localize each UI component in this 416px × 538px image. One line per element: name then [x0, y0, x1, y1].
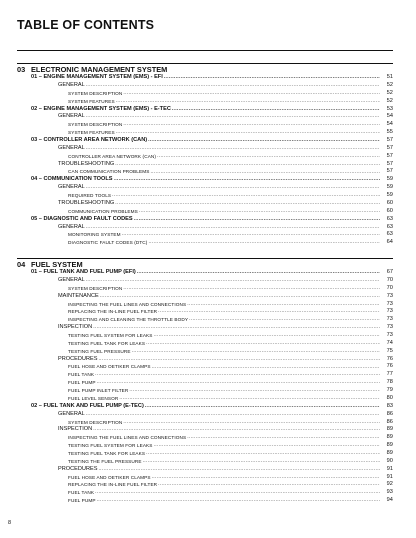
dot-leader	[115, 200, 380, 208]
toc-entry-label: INSPECTING THE FUEL LINES AND CONNECTIONS	[68, 435, 187, 441]
dot-leader	[116, 98, 380, 106]
toc-entry-page: 91	[386, 465, 393, 472]
toc-entry-page: 74	[386, 339, 393, 346]
dot-leader	[93, 324, 380, 332]
toc-entry-level-2[interactable]	[17, 200, 393, 208]
toc-entry-level-3[interactable]	[17, 239, 393, 247]
dot-leader	[86, 224, 380, 232]
toc-entry-level-2[interactable]	[17, 277, 393, 285]
toc-entry-label: SYSTEM DESCRIPTION	[68, 122, 123, 128]
page-number: 8	[8, 520, 12, 526]
toc-entry-level-3[interactable]	[17, 129, 393, 137]
toc-entry-label: INSPECTION	[58, 324, 93, 331]
section-heading[interactable]	[17, 65, 393, 74]
toc-entries	[17, 74, 393, 247]
section-title: ELECTRONIC MANAGEMENT SYSTEM	[31, 65, 168, 75]
toc-entry-page: 64	[386, 239, 393, 246]
dot-leader	[95, 489, 380, 497]
dot-leader	[132, 348, 380, 356]
toc-entry-label: FUEL TANK	[68, 490, 95, 496]
toc-entry-page: 73	[386, 292, 393, 299]
toc-entry-page: 67	[386, 269, 393, 276]
toc-entry-level-3[interactable]	[17, 497, 393, 505]
toc-entry-level-3[interactable]	[17, 285, 393, 293]
dot-leader	[187, 434, 380, 442]
toc-entry-level-3[interactable]	[17, 379, 393, 387]
dot-leader	[187, 301, 380, 309]
dot-leader	[146, 450, 380, 458]
toc-entry-level-3[interactable]	[17, 442, 393, 450]
dot-leader	[86, 411, 380, 419]
dot-leader	[116, 129, 380, 137]
dot-leader	[86, 277, 380, 285]
page-title: TABLE OF CONTENTS	[17, 18, 155, 32]
toc-entry-label: FUEL HOSE AND OETIKER CLAMPS	[68, 364, 151, 370]
toc-entry-level-1[interactable]	[17, 216, 393, 224]
toc-entry-level-3[interactable]	[17, 316, 393, 324]
dot-leader	[86, 82, 380, 90]
dot-leader	[119, 395, 380, 403]
toc-entry-level-1[interactable]	[17, 74, 393, 82]
toc-entry-level-3[interactable]	[17, 395, 393, 403]
toc-entry-page: 89	[386, 449, 393, 456]
dot-leader	[189, 316, 380, 324]
toc-entry-label: 04 – COMMUNICATION TOOLS	[31, 176, 113, 183]
toc-entry-page: 89	[386, 434, 393, 441]
dot-leader	[122, 231, 380, 239]
toc-entry-level-1[interactable]	[17, 137, 393, 145]
toc-entry-page: 57	[386, 152, 393, 159]
toc-entry-label: GENERAL	[58, 113, 85, 120]
section-divider	[17, 258, 393, 259]
toc-entry-level-2[interactable]	[17, 224, 393, 232]
toc-entry-label: REPLACING THE IN-LINE FUEL FILTER	[68, 482, 158, 488]
toc-entry-label: 03 – CONTROLLER AREA NETWORK (CAN)	[31, 137, 148, 144]
toc-entry-level-3[interactable]	[17, 481, 393, 489]
toc-entries	[17, 269, 393, 505]
toc-entry-page: 57	[386, 168, 393, 175]
dot-leader	[158, 481, 380, 489]
toc-entry-level-3[interactable]	[17, 364, 393, 372]
section-heading[interactable]	[17, 260, 393, 269]
toc-entry-page: 63	[386, 223, 393, 230]
toc-entry-level-3[interactable]	[17, 474, 393, 482]
toc-entry-label: TROUBLESHOOTING	[58, 160, 115, 167]
dot-leader	[148, 137, 380, 145]
toc-entry-level-2[interactable]	[17, 113, 393, 121]
toc-entry-page: 63	[386, 215, 393, 222]
toc-entry-page: 75	[386, 347, 393, 354]
toc-entry-level-3[interactable]	[17, 340, 393, 348]
toc-entry-page: 53	[386, 105, 393, 112]
dot-leader	[123, 90, 380, 98]
toc-entry-label: GENERAL	[58, 82, 85, 89]
toc-entry-level-1[interactable]	[17, 176, 393, 184]
toc-entry-label: TROUBLESHOOTING	[58, 199, 115, 206]
toc-entry-page: 86	[386, 418, 393, 425]
toc-entry-label: REQUIRED TOOLS	[68, 193, 112, 199]
toc-entry-page: 59	[386, 184, 393, 191]
toc-entry-page: 55	[386, 129, 393, 136]
dot-leader	[146, 340, 380, 348]
toc-entry-level-1[interactable]	[17, 403, 393, 411]
toc-entry-level-3[interactable]	[17, 332, 393, 340]
toc-entry-level-3[interactable]	[17, 208, 393, 216]
dot-leader	[123, 121, 380, 129]
toc-entry-page: 73	[386, 316, 393, 323]
dot-leader	[97, 497, 380, 505]
toc-entry-label: MONITORING SYSTEM	[68, 232, 121, 238]
toc-entry-label: TESTING FUEL TANK FOR LEAKS	[68, 450, 146, 456]
toc-entry-page: 90	[386, 457, 393, 464]
dot-leader	[86, 184, 380, 192]
toc-section-03	[17, 63, 393, 247]
toc-entry-level-3[interactable]	[17, 121, 393, 129]
toc-entry-page: 78	[386, 379, 393, 386]
dot-leader	[86, 113, 380, 121]
toc-entry-label: FUEL PUMP	[68, 380, 96, 386]
dot-leader	[100, 293, 380, 301]
toc-entry-label: SYSTEM DESCRIPTION	[68, 285, 123, 291]
toc-entry-label: PROCEDURES	[58, 355, 98, 362]
toc-entry-label: INSPECTING THE FUEL LINES AND CONNECTIONS	[68, 301, 187, 307]
toc-entry-page: 73	[386, 300, 393, 307]
toc-entry-page: 73	[386, 308, 393, 315]
toc-entry-level-3[interactable]	[17, 231, 393, 239]
toc-entry-label: TESTING FUEL SYSTEM FOR LEAKS	[68, 333, 153, 339]
toc-entry-label: TESTING FUEL PRESSURE	[68, 348, 131, 354]
toc-entry-label: GENERAL	[58, 223, 85, 230]
toc-entry-label: GENERAL	[58, 410, 85, 417]
toc-section-04	[17, 258, 393, 505]
dot-leader	[154, 332, 380, 340]
toc-entry-page: 89	[386, 442, 393, 449]
toc-entry-page: 76	[386, 355, 393, 362]
toc-entry-level-3[interactable]	[17, 301, 393, 309]
toc-entry-level-3[interactable]	[17, 169, 393, 177]
toc-entry-level-3[interactable]	[17, 98, 393, 106]
toc-entry-level-2[interactable]	[17, 145, 393, 153]
toc-entry-label: TESTING THE FUEL PRESSURE	[68, 458, 142, 464]
dot-leader	[129, 387, 380, 395]
dot-leader	[139, 208, 380, 216]
toc-entry-label: FUEL LEVEL SENSOR	[68, 395, 119, 401]
dot-leader	[98, 356, 380, 364]
toc-entry-level-1[interactable]	[17, 269, 393, 277]
dot-leader	[157, 153, 380, 161]
toc-entry-label: PROCEDURES	[58, 465, 98, 472]
toc-entry-page: 54	[386, 113, 393, 120]
dot-leader	[154, 442, 380, 450]
dot-leader	[143, 458, 380, 466]
toc-entry-page: 60	[386, 207, 393, 214]
dot-leader	[148, 239, 380, 247]
toc-entry-label: SYSTEM DESCRIPTION	[68, 419, 123, 425]
toc-entry-label: MAINTENANCE	[58, 292, 99, 299]
toc-entry-page: 52	[386, 82, 393, 89]
toc-entry-level-2[interactable]	[17, 466, 393, 474]
toc-entry-page: 92	[386, 481, 393, 488]
toc-entry-level-3[interactable]	[17, 434, 393, 442]
toc-entry-level-2[interactable]	[17, 411, 393, 419]
toc-entry-level-2[interactable]	[17, 161, 393, 169]
dot-leader	[145, 403, 380, 411]
toc-entry-page: 80	[386, 394, 393, 401]
toc-entry-page: 73	[386, 324, 393, 331]
dot-leader	[158, 308, 380, 316]
dot-leader	[86, 145, 380, 153]
toc-entry-label: TESTING FUEL SYSTEM FOR LEAKS	[68, 443, 153, 449]
toc-entry-level-3[interactable]	[17, 371, 393, 379]
toc-entry-level-3[interactable]	[17, 153, 393, 161]
toc-entry-page: 57	[386, 137, 393, 144]
dot-leader	[93, 426, 380, 434]
toc-entry-label: FUEL TANK	[68, 372, 95, 378]
toc-entry-level-2[interactable]	[17, 426, 393, 434]
toc-entry-label: GENERAL	[58, 277, 85, 284]
toc-entry-level-3[interactable]	[17, 458, 393, 466]
toc-entry-label: FUEL HOSE AND OETIKER CLAMPS	[68, 474, 151, 480]
toc-entry-label: 05 – DIAGNOSTIC AND FAULT CODES	[31, 215, 133, 222]
toc-entry-level-2[interactable]	[17, 184, 393, 192]
toc-entry-label: COMMUNICATION PROBLEMS	[68, 208, 138, 214]
toc-entry-label: FUEL PUMP INLET FILTER	[68, 388, 129, 394]
toc-entry-page: 91	[386, 473, 393, 480]
toc-entry-page: 54	[386, 121, 393, 128]
toc-entry-level-3[interactable]	[17, 308, 393, 316]
toc-entry-level-3[interactable]	[17, 387, 393, 395]
dot-leader	[114, 176, 380, 184]
toc-entry-label: GENERAL	[58, 184, 85, 191]
toc-entry-level-3[interactable]	[17, 419, 393, 427]
dot-leader	[123, 419, 380, 427]
toc-entry-level-3[interactable]	[17, 489, 393, 497]
toc-entry-page: 57	[386, 160, 393, 167]
toc-entry-label: DIAGNOSTIC FAULT CODES (DTC)	[68, 240, 148, 246]
toc-entry-level-3[interactable]	[17, 90, 393, 98]
dot-leader	[97, 379, 380, 387]
toc-entry-page: 57	[386, 144, 393, 151]
toc-entry-page: 89	[386, 426, 393, 433]
toc-entry-page: 93	[386, 489, 393, 496]
toc-entry-label: SYSTEM FEATURES	[68, 98, 115, 104]
toc-entry-level-2[interactable]	[17, 293, 393, 301]
toc-entry-label: CONTROLLER AREA NETWORK (CAN)	[68, 153, 157, 159]
toc-entry-page: 73	[386, 332, 393, 339]
title-divider	[17, 50, 393, 51]
dot-leader	[123, 285, 380, 293]
dot-leader	[115, 161, 380, 169]
section-number: 03	[17, 65, 26, 75]
toc-entry-label: SYSTEM FEATURES	[68, 130, 115, 136]
section-divider	[17, 63, 393, 64]
section-number: 04	[17, 260, 26, 270]
toc-entry-label: 02 – ENGINE MANAGEMENT SYSTEM (EMS) - E-TEC	[31, 105, 171, 112]
dot-leader	[152, 474, 380, 482]
toc-entry-label: FUEL PUMP	[68, 498, 96, 504]
dot-leader	[134, 216, 380, 224]
toc-entry-page: 52	[386, 89, 393, 96]
toc-entry-page: 70	[386, 284, 393, 291]
dot-leader	[95, 371, 380, 379]
dot-leader	[172, 106, 380, 114]
dot-leader	[164, 74, 380, 82]
toc-entry-label: TESTING FUEL TANK FOR LEAKS	[68, 340, 146, 346]
toc-entry-label: 01 – ENGINE MANAGEMENT SYSTEM (EMS) - EFI	[31, 74, 163, 81]
toc-entry-page: 86	[386, 410, 393, 417]
toc-entry-label: INSPECTION	[58, 426, 93, 433]
dot-leader	[98, 466, 380, 474]
toc-entry-page: 70	[386, 277, 393, 284]
dot-leader	[112, 192, 380, 200]
toc-entry-label: REPLACING THE IN-LINE FUEL FILTER	[68, 309, 158, 315]
toc-entry-page: 59	[386, 176, 393, 183]
toc-entry-page: 52	[386, 97, 393, 104]
toc-entry-label: 02 – FUEL TANK AND FUEL PUMP (E-TEC)	[31, 402, 144, 409]
toc-entry-page: 76	[386, 363, 393, 370]
toc-entry-level-3[interactable]	[17, 192, 393, 200]
toc-entry-page: 94	[386, 497, 393, 504]
toc-entry-page: 77	[386, 371, 393, 378]
toc-entry-label: CAN COMMUNICATION PROBLEMS	[68, 169, 150, 175]
section-title: FUEL SYSTEM	[31, 260, 83, 270]
toc-entry-page: 51	[386, 74, 393, 81]
toc-entry-page: 79	[386, 387, 393, 394]
toc-entry-level-2[interactable]	[17, 324, 393, 332]
dot-leader	[152, 364, 380, 372]
toc-entry-label: INSPECTING AND CLEANING THE THROTTLE BODY	[68, 317, 189, 323]
toc-entry-level-2[interactable]	[17, 82, 393, 90]
toc-entry-page: 60	[386, 199, 393, 206]
toc-entry-level-2[interactable]	[17, 356, 393, 364]
toc-entry-level-1[interactable]	[17, 106, 393, 114]
toc-entry-level-3[interactable]	[17, 348, 393, 356]
dot-leader	[137, 269, 380, 277]
toc-entry-page: 59	[386, 192, 393, 199]
toc-entry-page: 83	[386, 402, 393, 409]
toc-entry-page: 63	[386, 231, 393, 238]
toc-entry-label: 01 – FUEL TANK AND FUEL PUMP (EFI)	[31, 269, 136, 276]
dot-leader	[150, 169, 380, 177]
toc-entry-label: GENERAL	[58, 144, 85, 151]
toc-entry-level-3[interactable]	[17, 450, 393, 458]
toc-entry-label: SYSTEM DESCRIPTION	[68, 90, 123, 96]
